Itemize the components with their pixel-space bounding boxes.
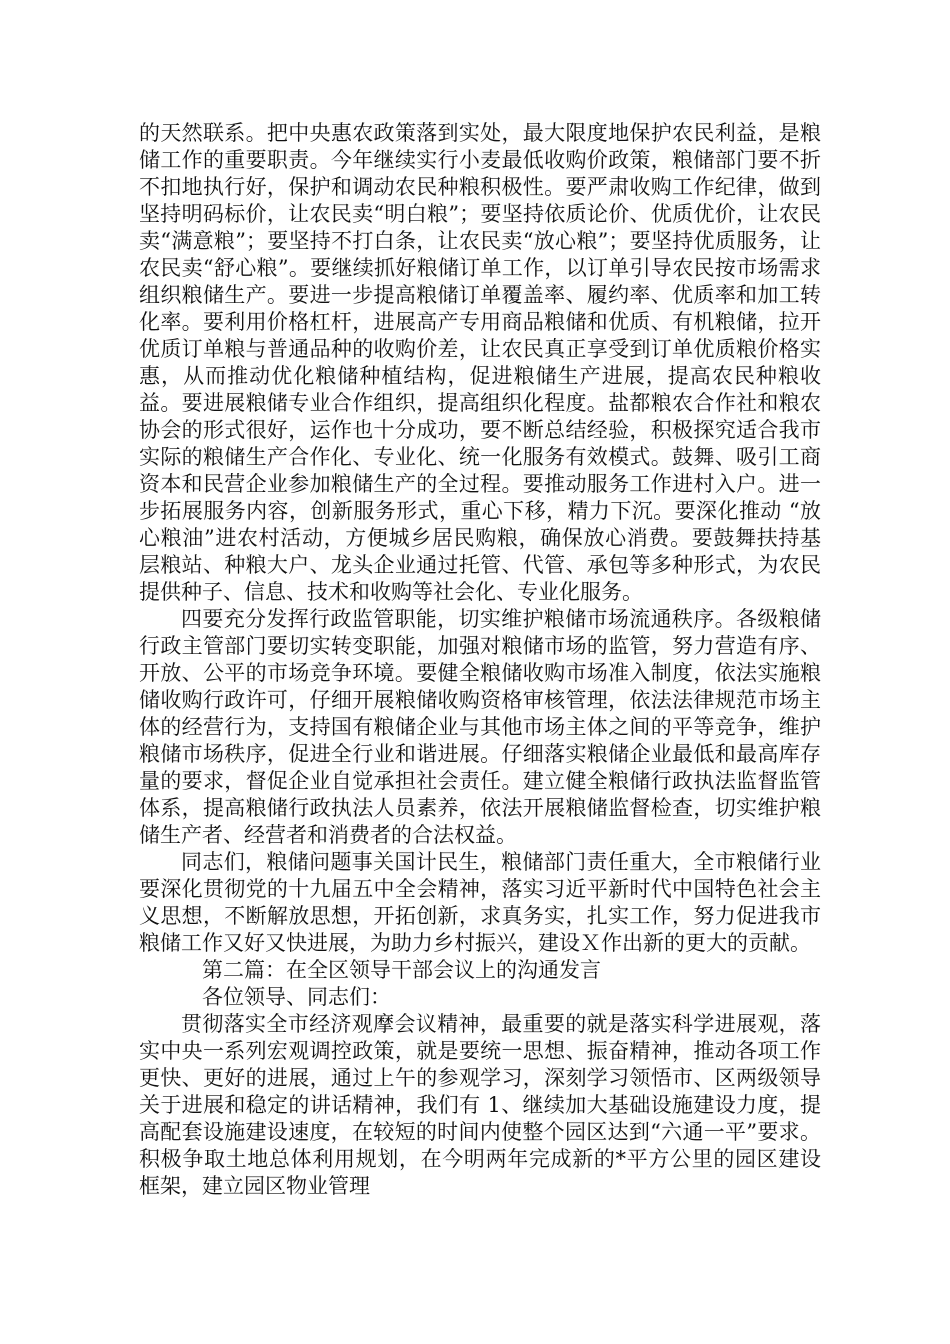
section-heading: 第二篇：在全区领导干部会议上的沟通发言: [202, 958, 601, 982]
paragraph-grain-policy: 的天然联系。把中央惠农政策落到实处，最大限度地保护农民利益，是粮储工作的重要职责。今年继续实行小麦最低收购价政策，粮储部门要不折不扣地执行好，保护和调动农民种粮积极性。要严肃收购工作纪律，做到坚持明码标价，让农民卖“明白粮”；要坚持依质论价、优质优价，让农民卖“满意粮”；要坚持不打白条，让农民卖“放心粮”；要坚持优质服务，让农民卖“舒心粮”。要继续抓好粮储订单工作，以订单引导农民按市场需求组织粮储生产。要进一步提高粮储订单覆盖率、履约率、优质率和加工转化率。要利用价格杠杆，进展高产专用商品粮储和优质、有机粮储，拉开优质订单粮与普通品种的收购价差，让农民真正享受到订单优质粮价格实惠，从而推动优化粮储种植结构，促进粮储生产进展，提高农民种粮收益。要进展粮储专业合作组织，提高组织化程度。盐都粮农合作社和粮农协会的形式很好，运作也十分成功，要不断总结经验，积极探究适合我市实际的粮储生产合作化、专业化、统一化服务有效模式。鼓舞、吸引工商资本和民营企业参加粮储生产的全过程。要推动服务工作进村入户。进一步拓展服务内容，创新服务形式，重心下移，精力下沉。要深化推动 “放心粮油”进农村活动，方便城乡居民购粮，确保放心消费。要鼓舞扶持基层粮站、种粮大户、龙头企业通过托管、代管、承包等多种形式，为农民提供种子、信息、技术和收购等社会化、专业化服务。: [139, 121, 821, 604]
paragraph-speech-body: 贯彻落实全市经济观摩会议精神，最重要的就是落实科学进展观，落实中央一系列宏观调控政策，就是要统一思想、振奋精神，推动各项工作更快、更好的进展，通过上午的参观学习，深刻学习领悟市、区两级领导关于进展和稳定的讲话精神，我们有 1、继续加大基础设施建设力度，提高配套设施建设速度，在较短的时间内使整个园区达到“六通一平”要求。积极争取土地总体利用规划，在今明两年完成新的*平方公里的园区建设框架，建立园区物业管理: [139, 1012, 821, 1198]
paragraph-market-supervision: 四要充分发挥行政监管职能，切实维护粮储市场流通秩序。各级粮储行政主管部门要切实转变职能，加强对粮储市场的监管，努力营造有序、开放、公平的市场竞争环境。要健全粮储收购市场准入制度，依法实施粮储收购行政许可，仔细开展粮储收购资格审核管理，依法法律规范市场主体的经营行为，支持国有粮储企业与其他市场主体之间的平等竞争，维护粮储市场秩序，促进全行业和谐进展。仔细落实粮储企业最低和最高库存量的要求，督促企业自觉承担社会责任。建立健全粮储行政执法监督监管体系，提高粮储行政执法人员素养，依法开展粮储监督检查，切实维护粮储生产者、经营者和消费者的合法权益。: [139, 607, 821, 847]
paragraph-closing-remarks: 同志们，粮储问题事关国计民生，粮储部门责任重大，全市粮储行业要深化贯彻党的十九届五中全会精神，落实习近平新时代中国特色社会主义思想，不断解放思想，开拓创新，求真务实，扎实工作，努力促进我市粮储工作又好又快进展，为助力乡村振兴，建设Ｘ作出新的更大的贡献。: [139, 850, 821, 955]
salutation: 各位领导、同志们：: [202, 985, 391, 1009]
document-page: [139, 120, 821, 1200]
